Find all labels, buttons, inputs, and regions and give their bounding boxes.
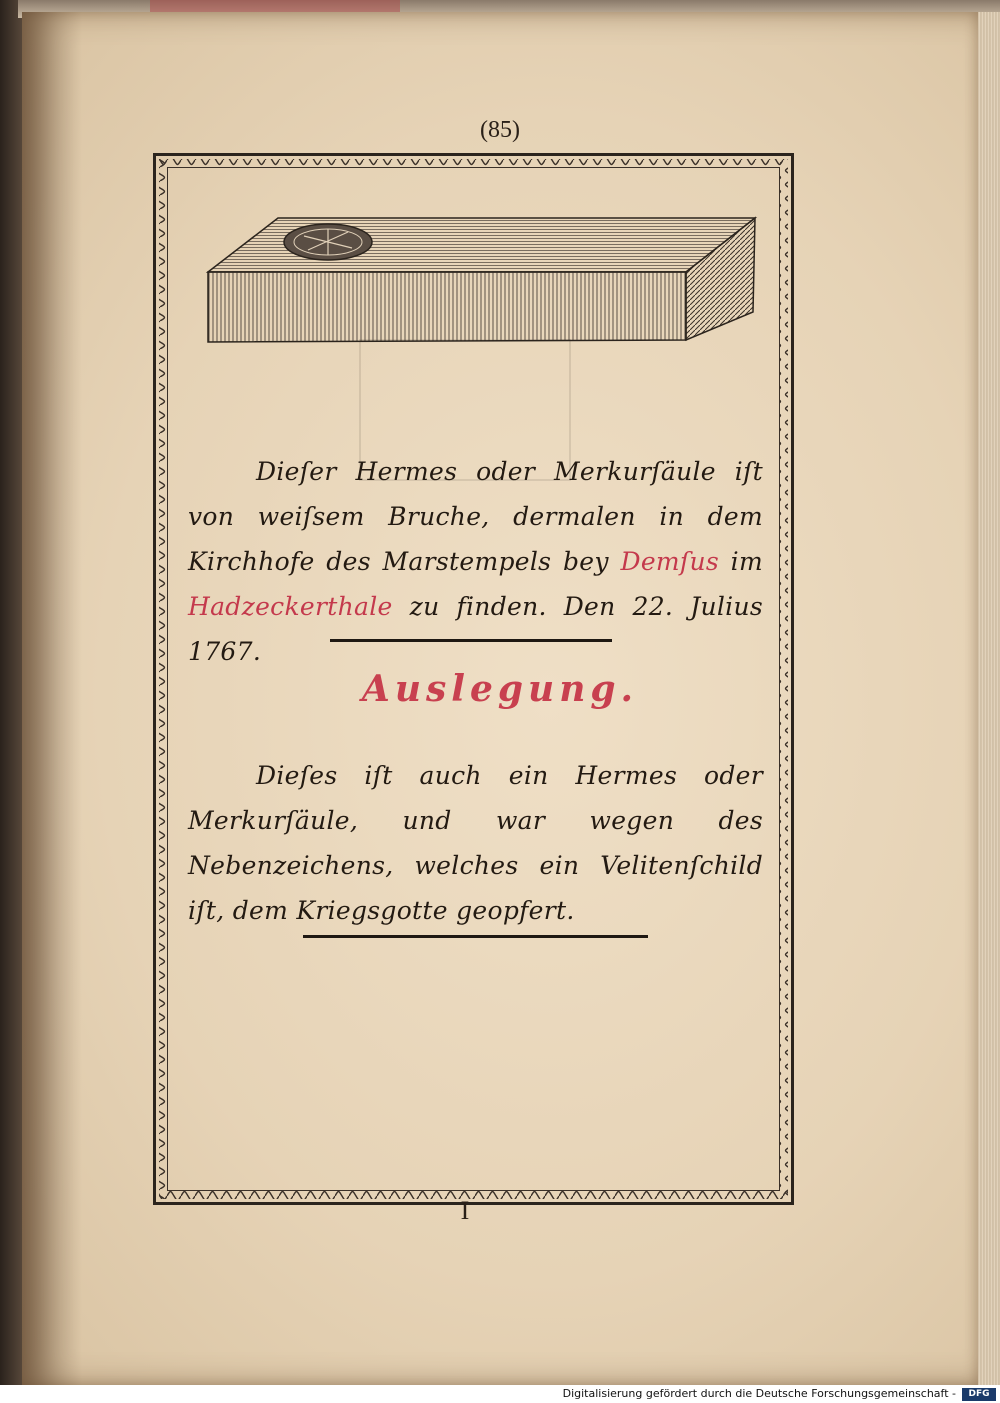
description-text-part1: Dieſer Hermes oder Merkurſäule iſt von weiſsem Bruche, dermalen in dem Kirchhofe des Marstempels bey [188,457,763,576]
place-name-hadzeckerthale: Hadzeckerthale [188,592,393,621]
separator-rule-bottom [303,935,648,938]
funding-credit: Digitalisierung gefördert durch die Deutsche Forschungsgemeinschaft - [562,1387,956,1400]
book-spine-left [0,0,24,1385]
dfg-logo: DFG [962,1388,996,1401]
page-stack-edge [978,12,1000,1385]
section-heading: Auslegung. [361,668,639,710]
signature-mark: I [460,1196,470,1225]
engraved-stone-block [200,210,760,360]
interpretation-text: Dieſes iſt auch ein Hermes oder Merkurſäule, und war wegen des Nebenzeichens, welches ein Velitenſchild iſt, dem Kriegsgotte geopfert. [188,761,763,925]
place-name-demsus: Demſus [620,547,719,576]
gutter-shadow [22,12,82,1385]
page-number: (85) [480,117,520,143]
separator-rule [330,639,612,642]
bookmark-tab [150,0,400,12]
description-text-part3: zu finden. Den 22. Julius 1767. [188,592,763,666]
description-text-part2: im [719,547,763,576]
interpretation-paragraph [188,753,763,933]
